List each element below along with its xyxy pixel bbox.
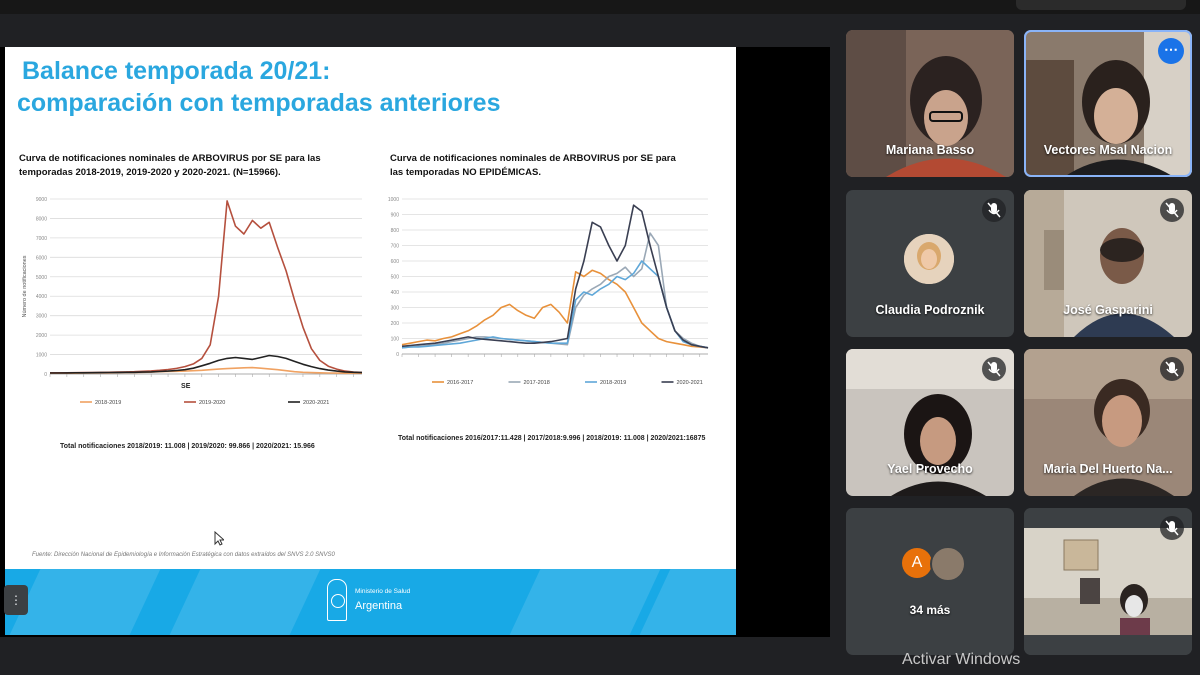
participant-tile-mariana-basso[interactable]	[846, 30, 1014, 177]
participant-name: Mariana Basso	[885, 143, 975, 157]
y-tick-label: 200	[390, 321, 399, 327]
legend-label: 2018-2019	[600, 380, 627, 386]
more-participants-tile[interactable]	[846, 508, 1014, 655]
avatar	[904, 234, 954, 284]
legend-label: 2016-2017	[447, 380, 474, 386]
y-tick-label: 4000	[35, 294, 47, 301]
legend-label: 2019-2020	[199, 400, 226, 406]
series-line-2019-2020	[50, 201, 362, 373]
y-tick-label: 7000	[35, 235, 47, 242]
mic-off-icon	[982, 198, 1006, 222]
avatar-photo	[904, 234, 954, 284]
avatar-photo	[930, 546, 966, 582]
legend-label: 2018-2019	[95, 400, 122, 406]
y-tick-label: 1000	[35, 352, 47, 359]
participant-name: Maria Del Huerto Na...	[1043, 462, 1173, 476]
y-tick-label: 1000	[387, 197, 399, 203]
right-totals: Total notificaciones 2016/2017:11.428 | 2017/2018:9.996 | 2018/2019: 11.008 | 2020/2021:16875	[398, 435, 706, 442]
windows-activation-watermark: Activar Windows	[902, 651, 1021, 668]
chart-right	[380, 187, 725, 427]
participant-tile-jose-gasparini[interactable]	[1024, 190, 1192, 337]
mic-off-icon	[1160, 357, 1184, 381]
participant-tile-maria-del-huerto[interactable]	[1024, 349, 1192, 496]
y-tick-label: 6000	[35, 255, 47, 262]
left-chart-caption: Curva de notificaciones nominales de ARBOVIRUS por SE para las temporadas 2018-2019, 2019-2020 y 2020-2021. (N=15966).	[19, 153, 321, 178]
participant-name: Yael Provecho	[887, 462, 973, 476]
participant-name: Claudia Podroznik	[875, 303, 985, 317]
mic-off-icon	[982, 357, 1006, 381]
participant-tile-yael-provecho[interactable]	[846, 349, 1014, 496]
y-tick-label: 400	[390, 290, 399, 296]
top-bar	[0, 0, 1200, 14]
chart-left	[10, 187, 370, 427]
y-tick-label: 500	[390, 274, 399, 281]
y-tick-label: 9000	[35, 197, 47, 203]
more-count: 34 más	[909, 603, 951, 617]
slide-footer	[5, 569, 736, 635]
participant-name: José Gasparini	[1063, 303, 1153, 317]
slide-title	[17, 55, 500, 119]
y-tick-label: 5000	[35, 274, 47, 281]
footer-country: Argentina	[355, 600, 403, 612]
participant-tile-room[interactable]	[1024, 508, 1192, 655]
x-axis-label: SE	[181, 383, 191, 390]
y-tick-label: 700	[390, 243, 399, 250]
legend-label: 2020-2021	[676, 380, 703, 386]
slide-title-line1: Balance temporada 20/21:	[22, 57, 331, 85]
legend-label: 2020-2021	[303, 400, 330, 406]
mic-off-icon	[1160, 516, 1184, 540]
y-tick-label: 600	[390, 259, 399, 265]
y-tick-label: 900	[390, 212, 399, 219]
participant-tile-vectores-msal-nacion[interactable]	[1024, 30, 1192, 177]
y-tick-label: 3000	[35, 313, 47, 320]
y-tick-label: 300	[390, 305, 399, 312]
participant-name: Vectores Msal Nacion	[1043, 143, 1173, 157]
slide-title-line2: comparación con temporadas anteriores	[17, 89, 501, 117]
y-tick-label: 2000	[35, 333, 47, 340]
y-tick-label: 8000	[35, 216, 47, 223]
participant-tile-claudia-podroznik[interactable]	[846, 190, 1014, 337]
y-tick-label: 0	[396, 352, 399, 358]
footer-ministry: Ministerio de Salud	[355, 588, 411, 595]
series-line-2016-2017	[402, 270, 708, 348]
mic-off-icon	[1160, 198, 1184, 222]
presentation-options-button[interactable]: ⋮	[4, 585, 28, 615]
more-options-button[interactable]: ⋯	[1158, 38, 1184, 64]
left-totals: Total notificaciones 2018/2019: 11.008 | 2019/2020: 99.866 | 2020/2021: 15.966	[60, 443, 315, 450]
avatar-letter: A	[902, 548, 932, 578]
legend-label: 2017-2018	[523, 380, 550, 386]
y-axis-label: Número de notificaciones	[22, 255, 28, 318]
y-tick-label: 100	[390, 336, 399, 343]
y-tick-label: 800	[390, 228, 399, 234]
presentation-slide	[5, 47, 736, 635]
mouse-cursor-icon	[214, 531, 224, 546]
right-chart-caption: Curva de notificaciones nominales de ARBOVIRUS por SE para las temporadas NO EPIDÉMICAS.	[390, 153, 676, 178]
source-note: Fuente: Dirección Nacional de Epidemiología e Información Estratégica con datos extraídos del SNVS 2.0 SNVS0	[32, 552, 335, 558]
y-tick-label: 0	[44, 372, 47, 378]
coat-of-arms-icon	[327, 579, 347, 621]
